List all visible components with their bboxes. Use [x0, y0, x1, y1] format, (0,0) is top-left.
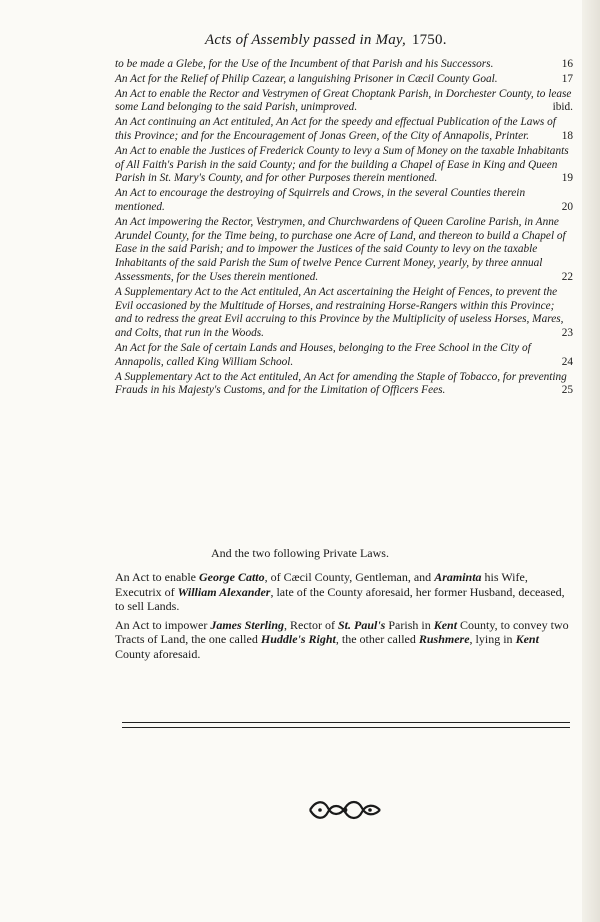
- private-law-text: County, to convey two Tracts of Land, the one called: [115, 617, 569, 647]
- toc-entry: [115, 187, 573, 215]
- running-header: [205, 32, 447, 49]
- place-name: Kent: [515, 632, 539, 647]
- toc-entry-text: An Act impowering the Rector, Vestrymen, and Churchwardens of Queen Caroline Parish, in Anne Arundel County, for the Time being, to purchase one Acre of Land, and thereon to build a Chapel of Ease in the said Parish; and to impower the Justices of the said County to levy on the taxable Inhabitants of the said Parish the Sum of twelve Pence Current Money, yearly, by three annual Assessments, for the Uses therein mentioned.: [115, 215, 566, 283]
- private-law-text: An Act to impower: [115, 617, 211, 632]
- toc-entry-page: 17: [559, 73, 573, 87]
- toc-entry: [115, 116, 573, 144]
- toc-entry-page: 22: [559, 271, 573, 285]
- toc-entry: [115, 73, 573, 87]
- private-law-text: County aforesaid.: [115, 646, 201, 661]
- private-law-text: his Wife, Executrix of: [115, 570, 528, 599]
- private-law-entry: [115, 618, 573, 662]
- header-year: 1750.: [411, 32, 447, 48]
- toc-entry-page: 18: [559, 130, 573, 144]
- private-law-entry: [115, 570, 573, 614]
- table-of-contents: [115, 58, 573, 399]
- toc-entry-text: An Act continuing an Act entituled, An Act for the speedy and effectual Publication of the Laws of this Province; and for the Encouragement of Jonas Green, of the City of Annapolis, Printer.: [115, 116, 556, 142]
- toc-entry-page: 25: [559, 384, 573, 398]
- toc-entry-page: 20: [559, 201, 573, 215]
- toc-entry-page: 19: [559, 172, 573, 186]
- toc-entry: [115, 342, 573, 370]
- toc-entry-text: An Act to enable the Justices of Frederick County to levy a Sum of Money on the taxable Inhabitants of All Faith's Parish in the said County; and for the building a Chapel of Ease in King and Queen Parish in St. Mary's County, and for other Purposes therein mentioned.: [115, 144, 569, 185]
- toc-entry-text: An Act to enable the Rector and Vestrymen of Great Choptank Parish, in Dorchester County, to lease some Land belonging to the said Parish, unimproved.: [115, 87, 572, 114]
- toc-entry: [115, 286, 573, 341]
- toc-entry-text: A Supplementary Act to the Act entituled, An Act for amending the Staple of Tobacco, for preventing Frauds in his Majesty's Customs, and for the Limitation of Officers Fees.: [115, 370, 567, 397]
- toc-entry: [115, 88, 573, 116]
- private-law-text: , the other called: [335, 632, 419, 647]
- toc-entry: [115, 371, 573, 399]
- private-law-text: , Rector of: [284, 617, 338, 632]
- double-rule-top: [122, 722, 570, 723]
- toc-entry-page: 24: [559, 356, 573, 370]
- person-name: Araminta: [434, 570, 482, 584]
- person-name: William Alexander: [177, 584, 271, 599]
- toc-entry-page: 23: [559, 327, 573, 341]
- toc-entry-text: A Supplementary Act to the Act entituled, An Act ascertaining the Height of Fences, to prevent the Evil occasioned by the Multitude of Horses, and restraining Horse-Rangers within this Province; and to redress the great Evil accruing to this Province by the Multiplicity of useless Horses, Mares, and Colts, that run in the Woods.: [115, 285, 564, 340]
- private-laws-list: [115, 570, 573, 666]
- place-name: St. Paul's: [338, 617, 386, 632]
- toc-entry-text: An Act for the Relief of Philip Cazear, a languishing Prisoner in Cæcil County Goal.: [115, 72, 498, 85]
- private-law-text: , late of the County aforesaid, her former Husband, deceased, to sell Lands.: [115, 584, 565, 614]
- printers-ornament-icon: [306, 798, 384, 822]
- toc-entry-page: ibid.: [550, 101, 573, 115]
- private-law-text: Parish in: [385, 617, 434, 632]
- double-rule-bottom: [122, 727, 570, 728]
- tract-name: Rushmere: [418, 632, 470, 647]
- private-laws-heading: And the two following Private Laws.: [211, 546, 389, 560]
- header-title: Acts of Assembly passed in May,: [205, 32, 406, 48]
- toc-entry-text: An Act to encourage the destroying of Squirrels and Crows, in the several Counties therein mentioned.: [115, 187, 526, 213]
- person-name: George Catto: [198, 570, 265, 584]
- toc-entry: [115, 216, 573, 285]
- toc-entry: [115, 58, 573, 72]
- private-law-text: An Act to enable: [115, 570, 199, 584]
- toc-entry-page: 16: [559, 58, 573, 72]
- toc-entry-text: to be made a Glebe, for the Use of the Incumbent of that Parish and his Successors.: [115, 58, 494, 70]
- toc-entry: [115, 145, 573, 186]
- person-name: James Sterling: [210, 617, 285, 632]
- place-name: Kent: [433, 617, 458, 632]
- private-law-text: , lying in: [469, 632, 516, 647]
- tract-name: Huddle's Right: [260, 632, 336, 647]
- private-law-text: , of Cæcil County, Gentleman, and: [264, 570, 435, 584]
- scan-edge: [582, 0, 600, 922]
- toc-entry-text: An Act for the Sale of certain Lands and Houses, belonging to the Free School in the City of Annapolis, called King William School.: [115, 341, 531, 368]
